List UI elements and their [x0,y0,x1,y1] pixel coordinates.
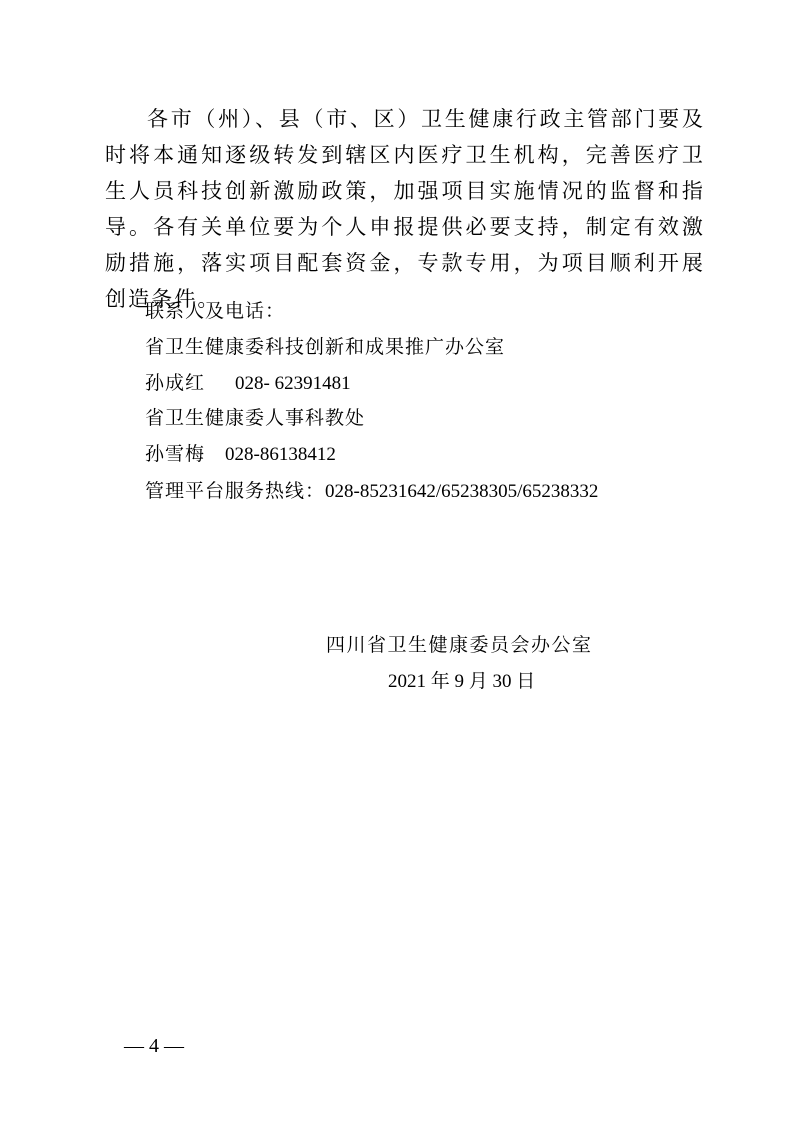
issuer-signature: 四川省卫生健康委员会办公室 [326,634,593,656]
body-paragraph: 各市（州）、县（市、区）卫生健康行政主管部门要及时将本通知逐级转发到辖区内医疗卫生机构，完善医疗卫生人员科技创新激励政策，加强项目实施情况的监督和指导。各有关单位要为个人申报提供必要支持，制定有效激励措施，落实项目配套资金，专款专用，为项目顺利开展创造条件。 [105,107,705,311]
page-number: — 4 — [124,1035,184,1057]
hotline [145,477,598,506]
contact-office-1: 省卫生健康委科技创新和成果推广办公室 [145,336,506,358]
contact-person-2 [145,440,336,469]
hotline-label: 管理平台服务热线： [145,480,326,502]
contact-person-1-name: 孙成红 [145,372,206,394]
issue-date: 2021 年 9 月 30 日 [388,671,536,692]
contact-person-2-phone: 028-86138412 [225,444,336,465]
contact-person-1 [145,369,351,398]
contact-person-1-phone: 028- 62391481 [235,373,351,394]
contact-person-2-name: 孙雪梅 [145,443,206,465]
contact-office-2: 省卫生健康委人事科教处 [145,407,366,429]
hotline-numbers: 028-85231642/65238305/65238332 [325,481,599,502]
contacts-heading: 联系人及电话： [145,300,286,322]
